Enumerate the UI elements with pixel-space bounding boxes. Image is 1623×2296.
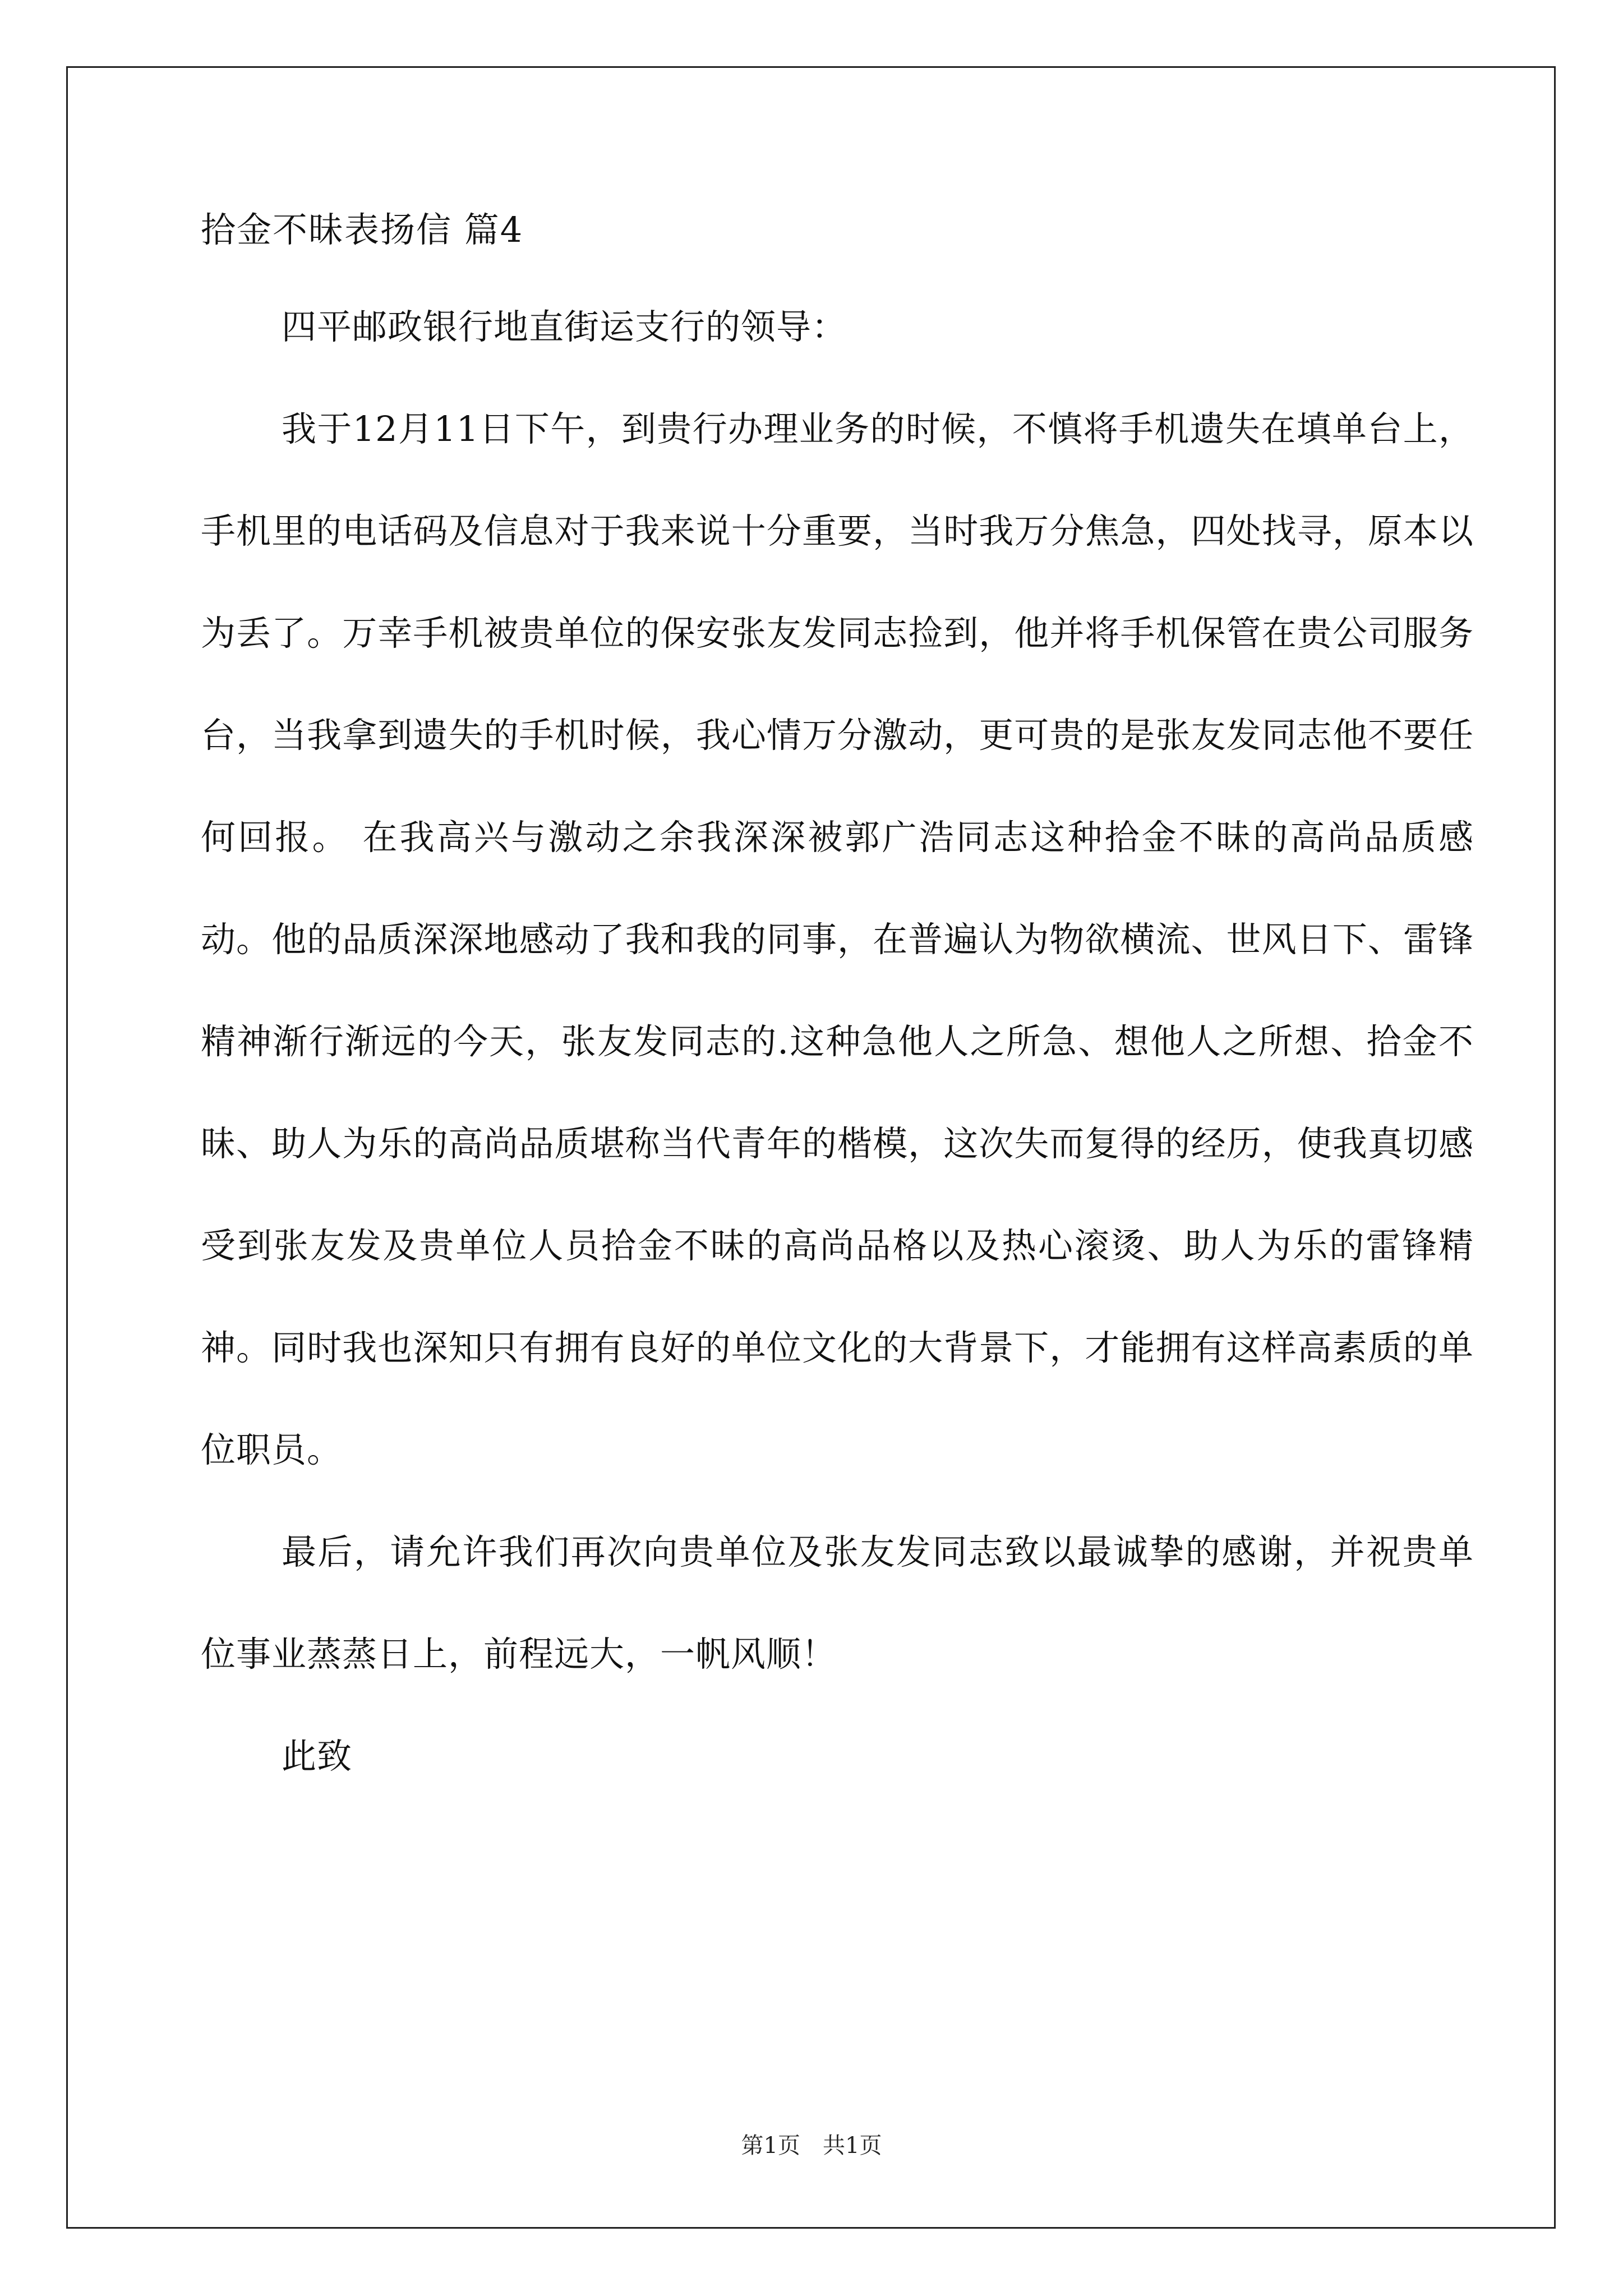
salutation-paragraph: 此致 bbox=[282, 1736, 353, 1777]
body-paragraph-main: 我于12月11日下午，到贵行办理业务的时候，不慎将手机遗失在填单台上，手机里的电话码及信息对于我来说十分重要，当时我万分焦急，四处找寻，原本以为丢了。万幸手机被贵单位的保安张友发同志捡到，他并将手机保管在贵公司服务台，当我拿到遗失的手机时候，我心情万分激动，更可贵的是张友发同志他不要任何回报。 在我高兴与激动之余我深深被郭广浩同志这种拾金不昧的高尚品质感动。他的品质深深地感动了我和我的同事，在普遍认为物欲横流、世风日下、雷锋精神渐行渐远的今天，张友发同志的.这种急他人之所急、想他人之所想、拾金不昧、助人为乐的高尚品质堪称当代青年的楷模，这次失而复得的经历，使我真切感受到张友发及贵单位人员拾金不昧的高尚品格以及热心滚烫、助人为乐的雷锋精神。同时我也深知只有拥有良好的单位文化的大背景下，才能拥有这样高素质的单位职员。 bbox=[201, 408, 1474, 1470]
document-body bbox=[201, 208, 1474, 1807]
greeting-paragraph: 四平邮政银行地直街运支行的领导： bbox=[282, 306, 847, 347]
page-number: 第1页 共1页 bbox=[741, 2133, 882, 2159]
body-paragraph-closing: 最后，请允许我们再次向贵单位及张友发同志致以最诚挚的感谢，并祝贵单位事业蒸蒸日上，前程远大，一帆风顺！ bbox=[201, 1531, 1474, 1674]
document-title: 拾金不昧表扬信 篇4 bbox=[201, 209, 524, 250]
